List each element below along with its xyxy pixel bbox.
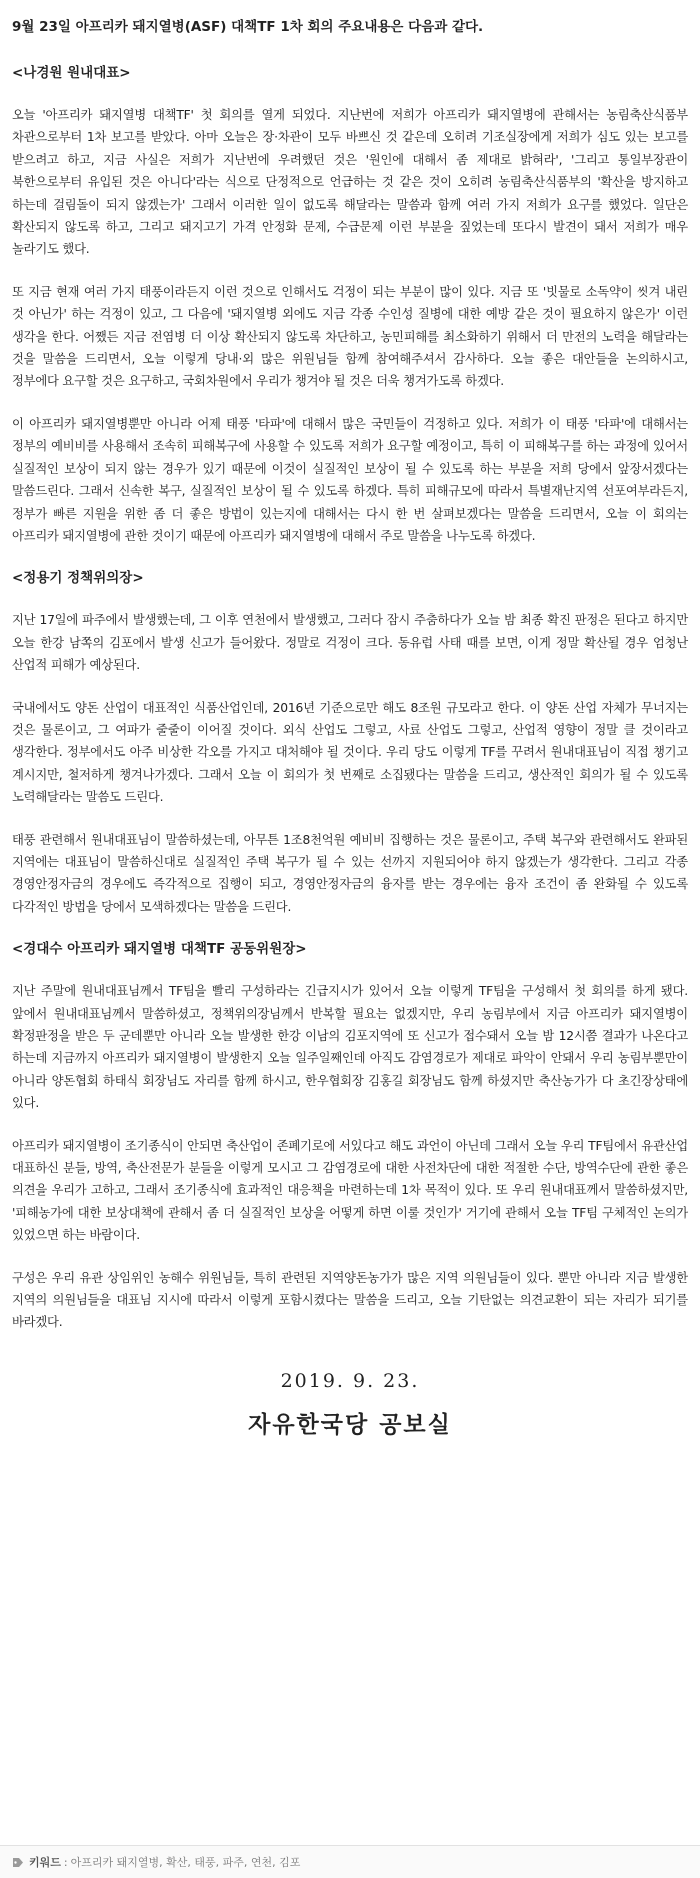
paragraph: 지난 주말에 원내대표님께서 TF팀을 빨리 구성하라는 긴급지시가 있어서 오늘 이렇게 TF팀을 구성해서 첫 회의를 하게 됐다. 앞에서 원내대표님께서 말씀하셨고, 정책위의장님께서 반복할 필요는 없겠지만, 우리 농림부에서 지금 아프리카 돼지열병이 확정판정을 받은 두 군데뿐만 아니라 오늘 발생한 한강 이남의 김포지역에 또 신고가 접수돼서 오늘 밤 12시쯤 결과가 나온다고 하는데 지금까지 아프리카 돼지열병이 발생한지 오늘 일주일째인데 아직도 감염경로가 제대로 파악이 안돼서 우리 농림부뿐만이 아니라 양돈협회 하태식 회장님도 자리를 함께 하시고, 한우협회장 김홍길 회장님도 함께 하셨지만 축산농가가 다 초긴장상태에 있다.	[12, 984, 688, 1111]
keywords-bar	[0, 1845, 700, 1878]
paragraph: 또 지금 현재 여러 가지 태풍이라든지 이런 것으로 인해서도 걱정이 되는 부분이 많이 있다. 지금 또 '빗물로 소독약이 씻겨 내린 것 아닌가' 하는 걱정이 있고, 그 다음에 '돼지열병 외에도 지금 각종 수인성 질병에 대한 예방 같은 것이 필요하지 않은가' 이런 생각을 한다. 어쨌든 지금 전염병 더 이상 확산되지 않도록 차단하고, 농민피해를 최소화하기 위해서 더 만전의 노력을 해달라는 것을 말씀을 드리면서, 오늘 이렇게 당내·외 많은 위원님들 함께 참여해주셔서 감사하다. 오늘 좋은 대안들을 논의하시고, 정부에다 요구할 것은 요구하고, 국회차원에서 우리가 챙겨야 될 것은 더욱 챙겨가도록 하겠다.	[12, 284, 688, 389]
paragraph: 이 아프리카 돼지열병뿐만 아니라 어제 태풍 '타파'에 대해서 많은 국민들이 걱정하고 있다. 저희가 이 태풍 '타파'에 대해서는 정부의 예비비를 사용해서 조속히 피해복구에 사용할 수 있도록 저희가 요구할 예정이고, 특히 이 피해복구를 하는 과정에 있어서 실질적인 보상이 되지 않는 경우가 있기 때문에 이것이 실질적인 보상이 될 수 있도록 하는 부분을 저희 당에서 앞장서겠다는 말씀드린다. 그래서 신속한 복구, 실질적인 보상이 될 수 있도록 하겠다. 특히 피해규모에 따라서 특별재난지역 선포여부라든지, 정부가 빠른 지원을 위한 좀 더 좋은 방법이 있는지에 대해서는 다시 한 번 살펴보겠다는 말씀을 드리면서, 오늘 이 회의는 아프리카 돼지열병에 관한 것이기 때문에 아프리카 돼지열병에 대해서 주로 말씀을 나누도록 하겠다.	[12, 416, 688, 543]
section-jung-yongki	[12, 567, 688, 918]
intro-text: 9월 23일 아프리카 돼지열병(ASF) 대책TF 1차 회의 주요내용은 다음과 같다.	[12, 19, 484, 35]
paragraph: 구성은 우리 유관 상임위인 농해수 위원님들, 특히 관련된 지역양돈농가가 많은 지역 의원님들이 있다. 뿐만 아니라 지금 발생한 지역의 의원님들을 대표님 지시에 따라서 이렇게 포함시켰다는 말씀을 드리고, 오늘 기탄없는 의견교환이 되는 자리가 되기를 바라겠다.	[12, 1270, 688, 1330]
section-kyung-daesoo	[12, 938, 688, 1334]
paragraph: 오늘 '아프리카 돼지열병 대책TF' 첫 회의를 열게 되었다. 지난번에 저희가 아프리카 돼지열병에 관해서는 농림축산식품부 차관으로부터 1차 보고를 받았다. 아마 오늘은 장·차관이 모두 바쁘신 것 같은데 오히려 기조실장에게 저희가 심도 있는 보고를 받으려고 하고, 지금 사실은 저희가 지난번에 우려했던 것은 '원인에 대해서 좀 제대로 밝혀라', '그리고 통일부장관이 북한으로부터 유입된 것은 아니다'라는 식으로 단정적으로 언급하는 것 같은 것이 오히려 농림축산식품부의 '확산을 방지하고 하는데 걸림돌이 되지 않겠는가' 그래서 이러한 일이 없도록 해달라는 말씀과 함께 여러 가지 저희가 요구를 했었다. 일단은 확산되지 않도록 하고, 그리고 돼지고기 가격 안정화 문제, 수급문제 이런 부분을 짚었는데 또다시 발견이 돼서 저희가 매우 놀라기도 했다.	[12, 108, 688, 257]
paragraph: 태풍 관련해서 원내대표님이 말씀하셨는데, 아무튼 1조8천억원 예비비 집행하는 것은 물론이고, 주택 복구와 관련해서도 완파된 지역에는 대표님이 말씀하신대로 실질적인 주택 복구가 될 수 있는 선까지 지원되어야 하지 않겠는가 생각한다. 그리고 각종 경영안정자금의 경우에도 즉각적으로 집행이 되고, 경영안정자금의 융자를 받는 경우에는 융자 조건이 좀 완화될 수 있도록 다각적인 방법을 당에서 모색하겠다는 말씀을 드린다.	[12, 832, 688, 914]
section-title: <경대수 아프리카 돼지열병 대책TF 공동위원장>	[12, 941, 307, 958]
section-na-kyungwon	[12, 62, 688, 547]
issuing-office: 자유한국당 공보실	[248, 1411, 452, 1438]
paragraph: 국내에서도 양돈 산업이 대표적인 식품산업인데, 2016년 기준으로만 해도 8조원 규모라고 한다. 이 양돈 산업 자체가 무너지는 것은 물론이고, 그 여파가 줄줄이 이어질 것이다. 외식 산업도 그렇고, 사료 산업도 그렇고, 산업적 영향이 정말 클 것이라고 생각한다. 정부에서도 아주 비상한 각오를 가지고 대처해야 될 것이다. 우리 당도 이렇게 TF를 꾸려서 원내대표님이 직접 챙기고 계시지만, 철저하게 챙겨나가겠다. 그래서 오늘 이 회의가 첫 번째로 소집됐다는 말씀을 드리고, 생산적인 회의가 될 수 있도록 노력해달라는 말씀도 드린다.	[12, 700, 688, 805]
tag-icon	[12, 1857, 24, 1868]
paragraph: 아프리카 돼지열병이 조기종식이 안되면 축산업이 존폐기로에 서있다고 해도 과언이 아닌데 그래서 오늘 우리 TF팀에서 유관산업 대표하신 분들, 방역, 축산전문가 분들을 이렇게 모시고 그 감염경로에 대한 사전차단에 대한 적절한 수단, 방역수단에 관한 좋은 의견을 우리가 고하고, 그래서 조기종식에 효과적인 대응책을 마련하는데 1차 목적이 있다. 또 우리 원내대표께서 말씀하셨지만, '피해농가에 대한 보상대책에 관해서 좀 더 실질적인 보상을 어떻게 하면 이룰 것인가' 거기에 관해서 오늘 TF팀 구체적인 논의가 있었으면 하는 바람이다.	[12, 1138, 688, 1243]
paragraph: 지난 17일에 파주에서 발생했는데, 그 이후 연천에서 발생했고, 그러다 잠시 주춤하다가 오늘 밤 최종 확진 판정은 된다고 하지만 오늘 한강 남쪽의 김포에서 발생 신고가 들어왔다. 정말로 걱정이 크다. 동유럽 사태 때를 보면, 이게 정말 확산될 경우 엄청난 산업적 피해가 예상된다.	[12, 613, 688, 673]
section-title: <나경원 원내대표>	[12, 65, 131, 81]
release-date: 2019. 9. 23.	[280, 1369, 420, 1392]
keywords-list: 아프리카 돼지열병, 확산, 태풍, 파주, 연천, 김포	[70, 1856, 301, 1869]
signature-block	[12, 1370, 688, 1439]
keywords-label: 키워드	[29, 1856, 61, 1869]
keywords-separator: :	[63, 1855, 68, 1869]
section-title: <정용기 정책위의장>	[12, 570, 144, 587]
